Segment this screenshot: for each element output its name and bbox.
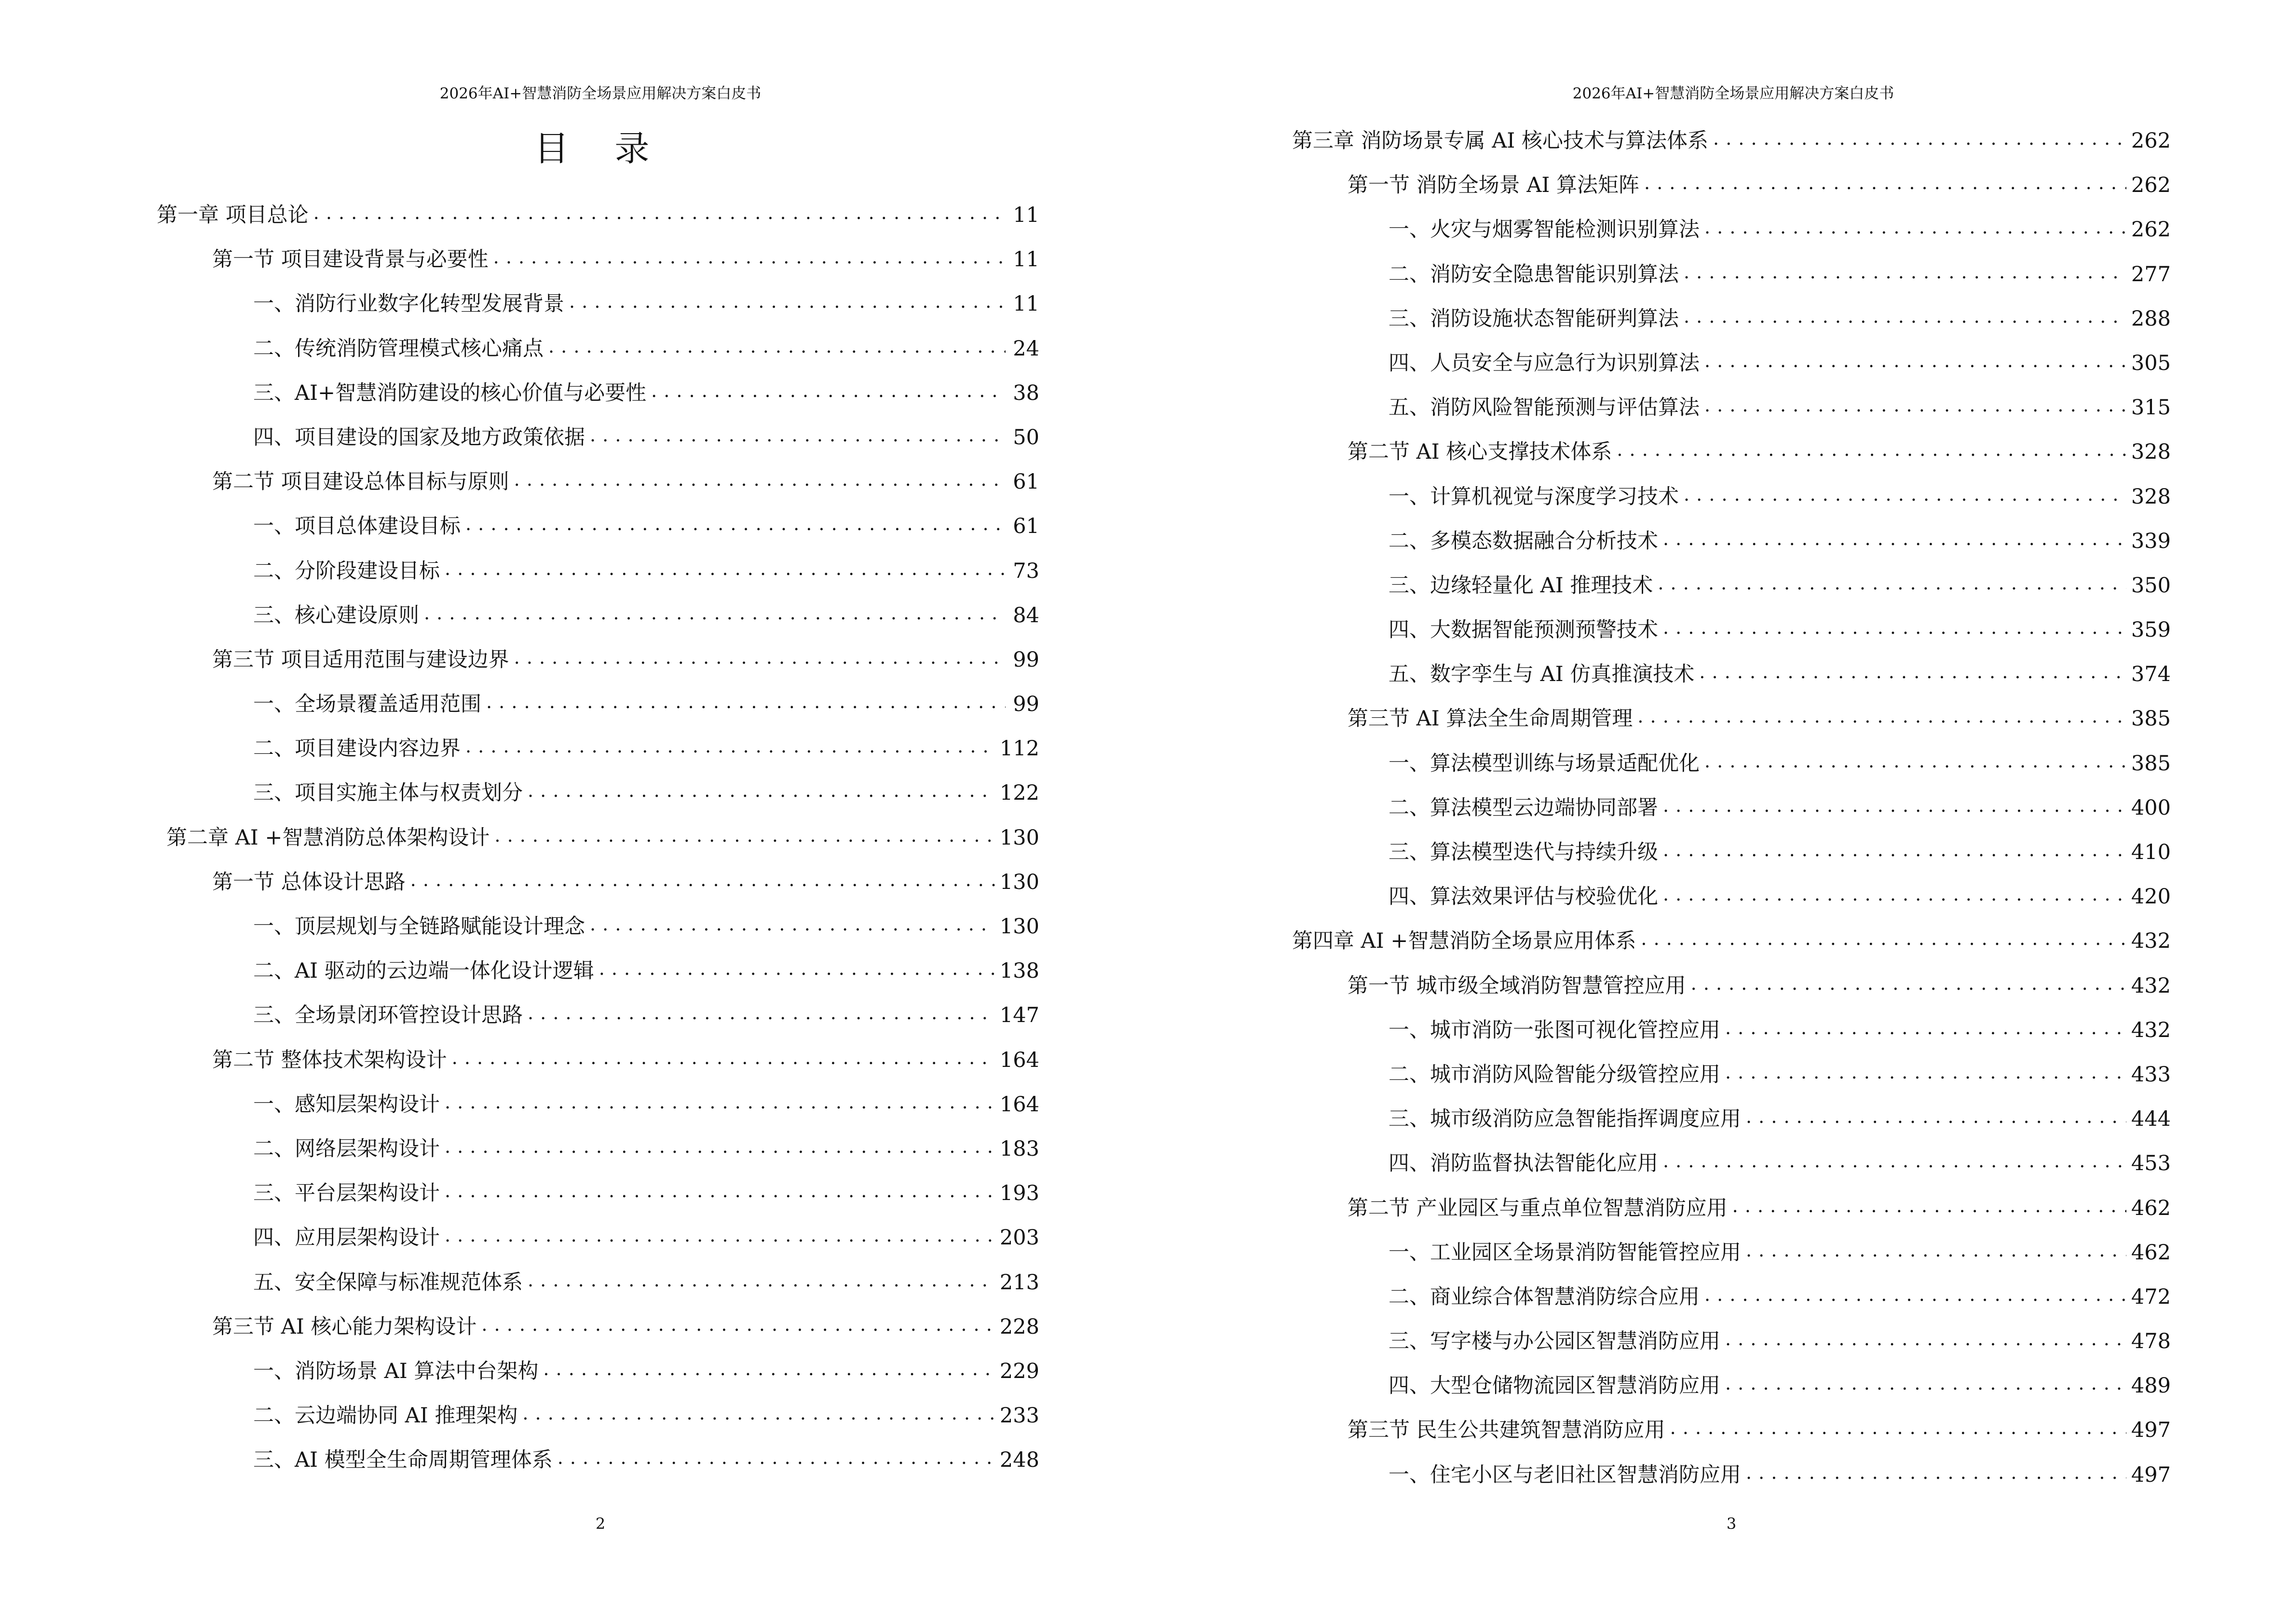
toc-entry-page-number: 112 — [999, 737, 1039, 761]
toc-entry-page-number: 50 — [1013, 425, 1039, 450]
toc-entry-label: 三、城市级消防应急智能指挥调度应用 — [1389, 1107, 1741, 1132]
toc-entry-page-number: 38 — [1013, 381, 1039, 405]
toc-subsection-entry[interactable] — [157, 1171, 1039, 1215]
toc-entry-page-number: 432 — [2131, 973, 2171, 998]
toc-subsection-entry[interactable] — [1292, 519, 2171, 563]
toc-entry-page-number: 315 — [2131, 396, 2171, 420]
dot-leader — [1663, 838, 2126, 859]
toc-subsection-entry[interactable] — [157, 1082, 1039, 1127]
toc-entry-page-number: 122 — [999, 781, 1039, 805]
toc-entry-label: 一、计算机视觉与深度学习技术 — [1389, 484, 1679, 509]
toc-section-entry[interactable] — [157, 1038, 1039, 1082]
toc-entry-page-number: 497 — [2131, 1462, 2171, 1487]
toc-subsection-entry[interactable] — [157, 949, 1039, 993]
toc-entry-page-number: 277 — [2131, 262, 2171, 287]
dot-leader — [1663, 616, 2126, 637]
toc-subsection-entry[interactable] — [1292, 475, 2171, 519]
toc-entry-label: 三、平台层架构设计 — [253, 1181, 440, 1206]
toc-subsection-entry[interactable] — [157, 1438, 1039, 1482]
toc-entry-label: 第四章 AI +智慧消防全场景应用体系 — [1292, 929, 1636, 954]
running-header: 2026年AI+智慧消防全场景应用解决方案白皮书 — [439, 85, 762, 102]
dot-leader — [1663, 794, 2126, 815]
dot-leader — [543, 1357, 995, 1378]
dot-leader — [528, 1269, 995, 1289]
dot-leader — [1725, 1327, 2126, 1348]
toc-section-entry[interactable] — [1292, 1186, 2171, 1230]
toc-subsection-entry[interactable] — [1292, 297, 2171, 341]
toc-entry-page-number: 164 — [999, 1092, 1039, 1117]
toc-entry-label: 第三节 项目适用范围与建设边界 — [212, 647, 509, 672]
toc-entry-label: 一、顶层规划与全链路赋能设计理念 — [253, 914, 585, 939]
toc-section-entry[interactable] — [157, 460, 1039, 504]
dot-leader — [445, 1091, 995, 1111]
toc-chapter-entry[interactable] — [1292, 119, 2171, 163]
toc-entry-label: 一、项目总体建设目标 — [253, 514, 461, 539]
toc-entry-label: 三、AI 模型全生命周期管理体系 — [253, 1448, 553, 1473]
toc-entry-label: 五、消防风险智能预测与评估算法 — [1389, 396, 1700, 420]
toc-entry-page-number: 229 — [999, 1359, 1039, 1383]
dot-leader — [424, 601, 1006, 622]
dot-leader — [445, 1135, 995, 1156]
toc-entry-label: 第二节 产业园区与重点单位智慧消防应用 — [1348, 1196, 1728, 1220]
toc-entry-page-number: 453 — [2131, 1151, 2171, 1176]
toc-section-entry[interactable] — [1292, 430, 2171, 474]
dot-leader — [1725, 1016, 2126, 1037]
dot-leader — [514, 468, 1006, 489]
toc-entry-label: 三、算法模型迭代与持续升级 — [1389, 840, 1658, 864]
toc-entry-label: 第三节 民生公共建筑智慧消防应用 — [1348, 1418, 1665, 1443]
toc-entry-label: 第三章 消防场景专属 AI 核心技术与算法体系 — [1292, 129, 1709, 153]
toc-entry-page-number: 130 — [999, 870, 1039, 894]
toc-entry-page-number: 99 — [1013, 692, 1039, 717]
toc-entry-label: 三、写字楼与办公园区智慧消防应用 — [1389, 1329, 1720, 1354]
toc-subsection-entry[interactable] — [157, 771, 1039, 815]
toc-subsection-entry[interactable] — [1292, 1364, 2171, 1408]
dot-leader — [1617, 438, 2126, 459]
dot-leader — [1641, 927, 2126, 948]
toc-subsection-entry[interactable] — [157, 593, 1039, 638]
toc-entry-label: 三、AI+智慧消防建设的核心价值与必要性 — [253, 381, 647, 405]
toc-entry-label: 二、网络层架构设计 — [253, 1136, 440, 1161]
toc-entry-label: 三、核心建设原则 — [253, 603, 419, 628]
toc-section-entry[interactable] — [157, 638, 1039, 682]
page-right — [1144, 0, 2287, 1624]
dot-leader — [313, 201, 1006, 222]
dot-leader — [1663, 883, 2126, 903]
toc-section-entry[interactable] — [1292, 696, 2171, 741]
toc-entry-page-number: 130 — [999, 825, 1039, 850]
dot-leader — [651, 379, 1006, 400]
toc-list — [1292, 119, 2171, 1497]
toc-entry-page-number: 11 — [1013, 247, 1039, 272]
toc-subsection-entry[interactable] — [1292, 563, 2171, 608]
dot-leader — [1699, 660, 2126, 681]
toc-subsection-entry[interactable] — [1292, 1230, 2171, 1275]
toc-entry-page-number: 410 — [2131, 840, 2171, 864]
toc-section-entry[interactable] — [157, 237, 1039, 282]
toc-subsection-entry[interactable] — [1292, 652, 2171, 696]
toc-entry-page-number: 73 — [1013, 559, 1039, 583]
toc-entry-label: 二、消防安全隐患智能识别算法 — [1389, 262, 1679, 287]
toc-subsection-entry[interactable] — [157, 327, 1039, 371]
toc-entry-page-number: 262 — [2131, 129, 2171, 153]
dot-leader — [410, 868, 995, 889]
toc-entry-page-number: 288 — [2131, 306, 2171, 331]
toc-entry-label: 第一章 项目总论 — [157, 203, 309, 227]
toc-subsection-entry[interactable] — [1292, 1319, 2171, 1364]
toc-entry-label: 第一节 城市级全域消防智慧管控应用 — [1348, 973, 1686, 998]
toc-entry-page-number: 262 — [2131, 173, 2171, 198]
toc-entry-label: 第二章 AI +智慧消防总体架构设计 — [166, 825, 490, 850]
dot-leader — [1637, 705, 2126, 725]
toc-entry-page-number: 183 — [999, 1136, 1039, 1161]
toc-entry-page-number: 24 — [1013, 336, 1039, 361]
toc-entry-page-number: 328 — [2131, 440, 2171, 464]
toc-entry-label: 四、应用层架构设计 — [253, 1226, 440, 1250]
toc-chapter-entry[interactable] — [157, 816, 1039, 860]
dot-leader — [1684, 483, 2126, 504]
toc-chapter-entry[interactable] — [1292, 919, 2171, 963]
toc-subsection-entry[interactable] — [1292, 1097, 2171, 1141]
toc-entry-label: 第二节 AI 核心支撑技术体系 — [1348, 440, 1612, 464]
toc-entry-page-number: 228 — [999, 1314, 1039, 1339]
toc-entry-page-number: 262 — [2131, 218, 2171, 242]
toc-entry-label: 二、传统消防管理模式核心痛点 — [253, 336, 544, 361]
dot-leader — [590, 423, 1006, 444]
dot-leader — [1704, 750, 2126, 770]
toc-entry-label: 一、算法模型训练与场景适配优化 — [1389, 751, 1700, 776]
toc-entry-page-number: 420 — [2131, 885, 2171, 909]
dot-leader — [465, 735, 995, 755]
toc-subsection-entry[interactable] — [157, 282, 1039, 326]
dot-leader — [1684, 260, 2126, 281]
toc-entry-label: 第三节 AI 算法全生命周期管理 — [1348, 707, 1633, 731]
dot-leader — [1663, 1149, 2126, 1170]
toc-entry-label: 一、住宅小区与老旧社区智慧消防应用 — [1389, 1462, 1741, 1487]
toc-entry-page-number: 193 — [999, 1181, 1039, 1206]
toc-entry-page-number: 99 — [1013, 647, 1039, 672]
dot-leader — [493, 246, 1006, 266]
toc-entry-label: 一、全场景覆盖适用范围 — [253, 692, 481, 717]
toc-subsection-entry[interactable] — [157, 904, 1039, 949]
toc-entry-page-number: 385 — [2131, 751, 2171, 776]
toc-entry-page-number: 433 — [2131, 1062, 2171, 1087]
toc-entry-label: 一、城市消防一张图可视化管控应用 — [1389, 1018, 1720, 1042]
dot-leader — [599, 957, 995, 978]
toc-entry-label: 四、消防监督执法智能化应用 — [1389, 1151, 1658, 1176]
dot-leader — [1704, 349, 2126, 370]
toc-entry-page-number: 472 — [2131, 1284, 2171, 1309]
toc-subsection-entry[interactable] — [1292, 741, 2171, 786]
running-header: 2026年AI+智慧消防全场景应用解决方案白皮书 — [1572, 85, 1894, 102]
toc-entry-label: 一、消防场景 AI 算法中台架构 — [253, 1359, 539, 1383]
toc-entry-label: 一、火灾与烟雾智能检测识别算法 — [1389, 218, 1700, 242]
toc-subsection-entry[interactable] — [157, 993, 1039, 1037]
toc-entry-page-number: 138 — [999, 959, 1039, 983]
dot-leader — [1725, 1061, 2126, 1081]
toc-subsection-entry[interactable] — [1292, 252, 2171, 297]
dot-leader — [1704, 216, 2126, 236]
toc-entry-label: 二、项目建设内容边界 — [253, 737, 461, 761]
toc-entry-label: 二、云边端协同 AI 推理架构 — [253, 1404, 518, 1428]
toc-subsection-entry[interactable] — [157, 371, 1039, 415]
toc-entry-page-number: 130 — [999, 914, 1039, 939]
toc-subsection-entry[interactable] — [1292, 1141, 2171, 1186]
toc-section-entry[interactable] — [1292, 163, 2171, 207]
dot-leader — [1713, 127, 2126, 148]
dot-leader — [445, 1179, 995, 1200]
toc-section-entry[interactable] — [1292, 1408, 2171, 1452]
toc-entry-page-number: 147 — [999, 1003, 1039, 1028]
toc-entry-page-number: 339 — [2131, 529, 2171, 553]
toc-entry-label: 五、安全保障与标准规范体系 — [253, 1270, 523, 1295]
toc-entry-page-number: 61 — [1013, 514, 1039, 539]
toc-entry-label: 四、人员安全与应急行为识别算法 — [1389, 351, 1700, 375]
toc-subsection-entry[interactable] — [157, 726, 1039, 771]
toc-entry-label: 三、边缘轻量化 AI 推理技术 — [1389, 573, 1653, 598]
toc-entry-page-number: 248 — [999, 1448, 1039, 1473]
toc-entry-label: 二、商业综合体智慧消防综合应用 — [1389, 1284, 1700, 1309]
dot-leader — [1663, 527, 2126, 548]
toc-subsection-entry[interactable] — [1292, 1275, 2171, 1319]
toc-entry-page-number: 462 — [2131, 1196, 2171, 1220]
toc-section-entry[interactable] — [1292, 964, 2171, 1008]
dot-leader — [1670, 1416, 2126, 1437]
toc-entry-label: 第二节 项目建设总体目标与原则 — [212, 470, 509, 494]
dot-leader — [1732, 1194, 2126, 1215]
dot-leader — [1704, 394, 2126, 414]
dot-leader — [528, 779, 995, 800]
toc-entry-label: 二、AI 驱动的云边端一体化设计逻辑 — [253, 959, 594, 983]
toc-entry-label: 三、消防设施状态智能研判算法 — [1389, 306, 1679, 331]
toc-entry-label: 第三节 AI 核心能力架构设计 — [212, 1314, 477, 1339]
toc-title: 目 录 — [534, 128, 667, 169]
toc-subsection-entry[interactable] — [1292, 385, 2171, 430]
page-number: 3 — [1726, 1515, 1737, 1533]
toc-entry-page-number: 432 — [2131, 929, 2171, 954]
page-number: 2 — [595, 1515, 606, 1533]
dot-leader — [1644, 171, 2126, 192]
toc-subsection-entry[interactable] — [1292, 830, 2171, 874]
dot-leader — [1725, 1372, 2126, 1392]
toc-subsection-entry[interactable] — [1292, 608, 2171, 652]
toc-entry-label: 一、消防行业数字化转型发展背景 — [253, 292, 564, 316]
dot-leader — [1746, 1105, 2126, 1126]
toc-entry-page-number: 11 — [1013, 203, 1039, 227]
toc-entry-label: 一、感知层架构设计 — [253, 1092, 440, 1117]
toc-entry-label: 一、工业园区全场景消防智能管控应用 — [1389, 1240, 1741, 1265]
toc-subsection-entry[interactable] — [1292, 341, 2171, 385]
dot-leader — [569, 290, 1006, 311]
toc-entry-page-number: 489 — [2131, 1374, 2171, 1398]
dot-leader — [590, 913, 995, 933]
toc-entry-label: 四、项目建设的国家及地方政策依据 — [253, 425, 585, 450]
dot-leader — [558, 1446, 995, 1467]
toc-subsection-entry[interactable] — [157, 549, 1039, 593]
toc-entry-label: 二、分阶段建设目标 — [253, 559, 440, 583]
toc-subsection-entry[interactable] — [157, 1260, 1039, 1305]
toc-entry-label: 三、全场景闭环管控设计思路 — [253, 1003, 523, 1028]
toc-subsection-entry[interactable] — [1292, 207, 2171, 252]
dot-leader — [465, 512, 1006, 533]
toc-subsection-entry[interactable] — [157, 1393, 1039, 1438]
dot-leader — [494, 824, 995, 845]
dot-leader — [445, 557, 1006, 578]
toc-entry-page-number: 497 — [2131, 1418, 2171, 1443]
toc-entry-label: 二、多模态数据融合分析技术 — [1389, 529, 1658, 553]
toc-subsection-entry[interactable] — [1292, 1008, 2171, 1052]
dot-leader — [1658, 572, 2126, 592]
toc-entry-page-number: 233 — [999, 1404, 1039, 1428]
toc-entry-page-number: 350 — [2131, 573, 2171, 598]
toc-subsection-entry[interactable] — [157, 1127, 1039, 1171]
toc-entry-page-number: 444 — [2131, 1107, 2171, 1132]
dot-leader — [1746, 1239, 2126, 1259]
toc-entry-page-number: 328 — [2131, 484, 2171, 509]
toc-entry-page-number: 11 — [1013, 292, 1039, 316]
toc-entry-label: 五、数字孪生与 AI 仿真推演技术 — [1389, 662, 1695, 687]
toc-entry-label: 四、算法效果评估与校验优化 — [1389, 885, 1658, 909]
toc-entry-label: 第一节 项目建设背景与必要性 — [212, 247, 489, 272]
toc-entry-page-number: 400 — [2131, 795, 2171, 820]
dot-leader — [481, 1313, 995, 1334]
toc-entry-page-number: 462 — [2131, 1240, 2171, 1265]
dot-leader — [452, 1046, 995, 1067]
toc-subsection-entry[interactable] — [1292, 874, 2171, 919]
toc-entry-label: 二、城市消防风险智能分级管控应用 — [1389, 1062, 1720, 1087]
toc-entry-page-number: 432 — [2131, 1018, 2171, 1042]
dot-leader — [445, 1224, 995, 1244]
toc-entry-label: 三、项目实施主体与权责划分 — [253, 781, 523, 805]
toc-entry-label: 四、大数据智能预测预警技术 — [1389, 618, 1658, 642]
dot-leader — [514, 646, 1006, 667]
toc-entry-page-number: 359 — [2131, 618, 2171, 642]
toc-entry-label: 二、算法模型云边端协同部署 — [1389, 795, 1658, 820]
dot-leader — [486, 690, 1006, 711]
toc-entry-page-number: 385 — [2131, 707, 2171, 731]
toc-section-entry[interactable] — [157, 1305, 1039, 1349]
toc-entry-label: 第一节 消防全场景 AI 算法矩阵 — [1348, 173, 1640, 198]
dot-leader — [548, 335, 1006, 355]
toc-entry-label: 第一节 总体设计思路 — [212, 870, 406, 894]
toc-entry-page-number: 374 — [2131, 662, 2171, 687]
toc-subsection-entry[interactable] — [1292, 1052, 2171, 1097]
toc-entry-page-number: 84 — [1013, 603, 1039, 628]
toc-list — [157, 193, 1039, 1482]
toc-subsection-entry[interactable] — [157, 415, 1039, 460]
toc-entry-page-number: 203 — [999, 1226, 1039, 1250]
dot-leader — [522, 1402, 995, 1422]
toc-entry-page-number: 164 — [999, 1048, 1039, 1072]
dot-leader — [1684, 305, 2126, 326]
dot-leader — [1746, 1461, 2126, 1482]
toc-subsection-entry[interactable] — [1292, 786, 2171, 830]
dot-leader — [1704, 1283, 2126, 1304]
toc-subsection-entry[interactable] — [1292, 1453, 2171, 1497]
toc-chapter-entry[interactable] — [157, 193, 1039, 237]
dot-leader — [1691, 972, 2126, 993]
toc-subsection-entry[interactable] — [157, 504, 1039, 548]
toc-subsection-entry[interactable] — [157, 682, 1039, 726]
toc-entry-page-number: 305 — [2131, 351, 2171, 375]
toc-entry-page-number: 61 — [1013, 470, 1039, 494]
toc-entry-label: 第二节 整体技术架构设计 — [212, 1048, 447, 1072]
toc-subsection-entry[interactable] — [157, 1349, 1039, 1393]
toc-subsection-entry[interactable] — [157, 1215, 1039, 1260]
dot-leader — [528, 1001, 995, 1022]
toc-entry-page-number: 213 — [999, 1270, 1039, 1295]
toc-entry-label: 四、大型仓储物流园区智慧消防应用 — [1389, 1374, 1720, 1398]
toc-entry-page-number: 478 — [2131, 1329, 2171, 1354]
toc-section-entry[interactable] — [157, 860, 1039, 904]
